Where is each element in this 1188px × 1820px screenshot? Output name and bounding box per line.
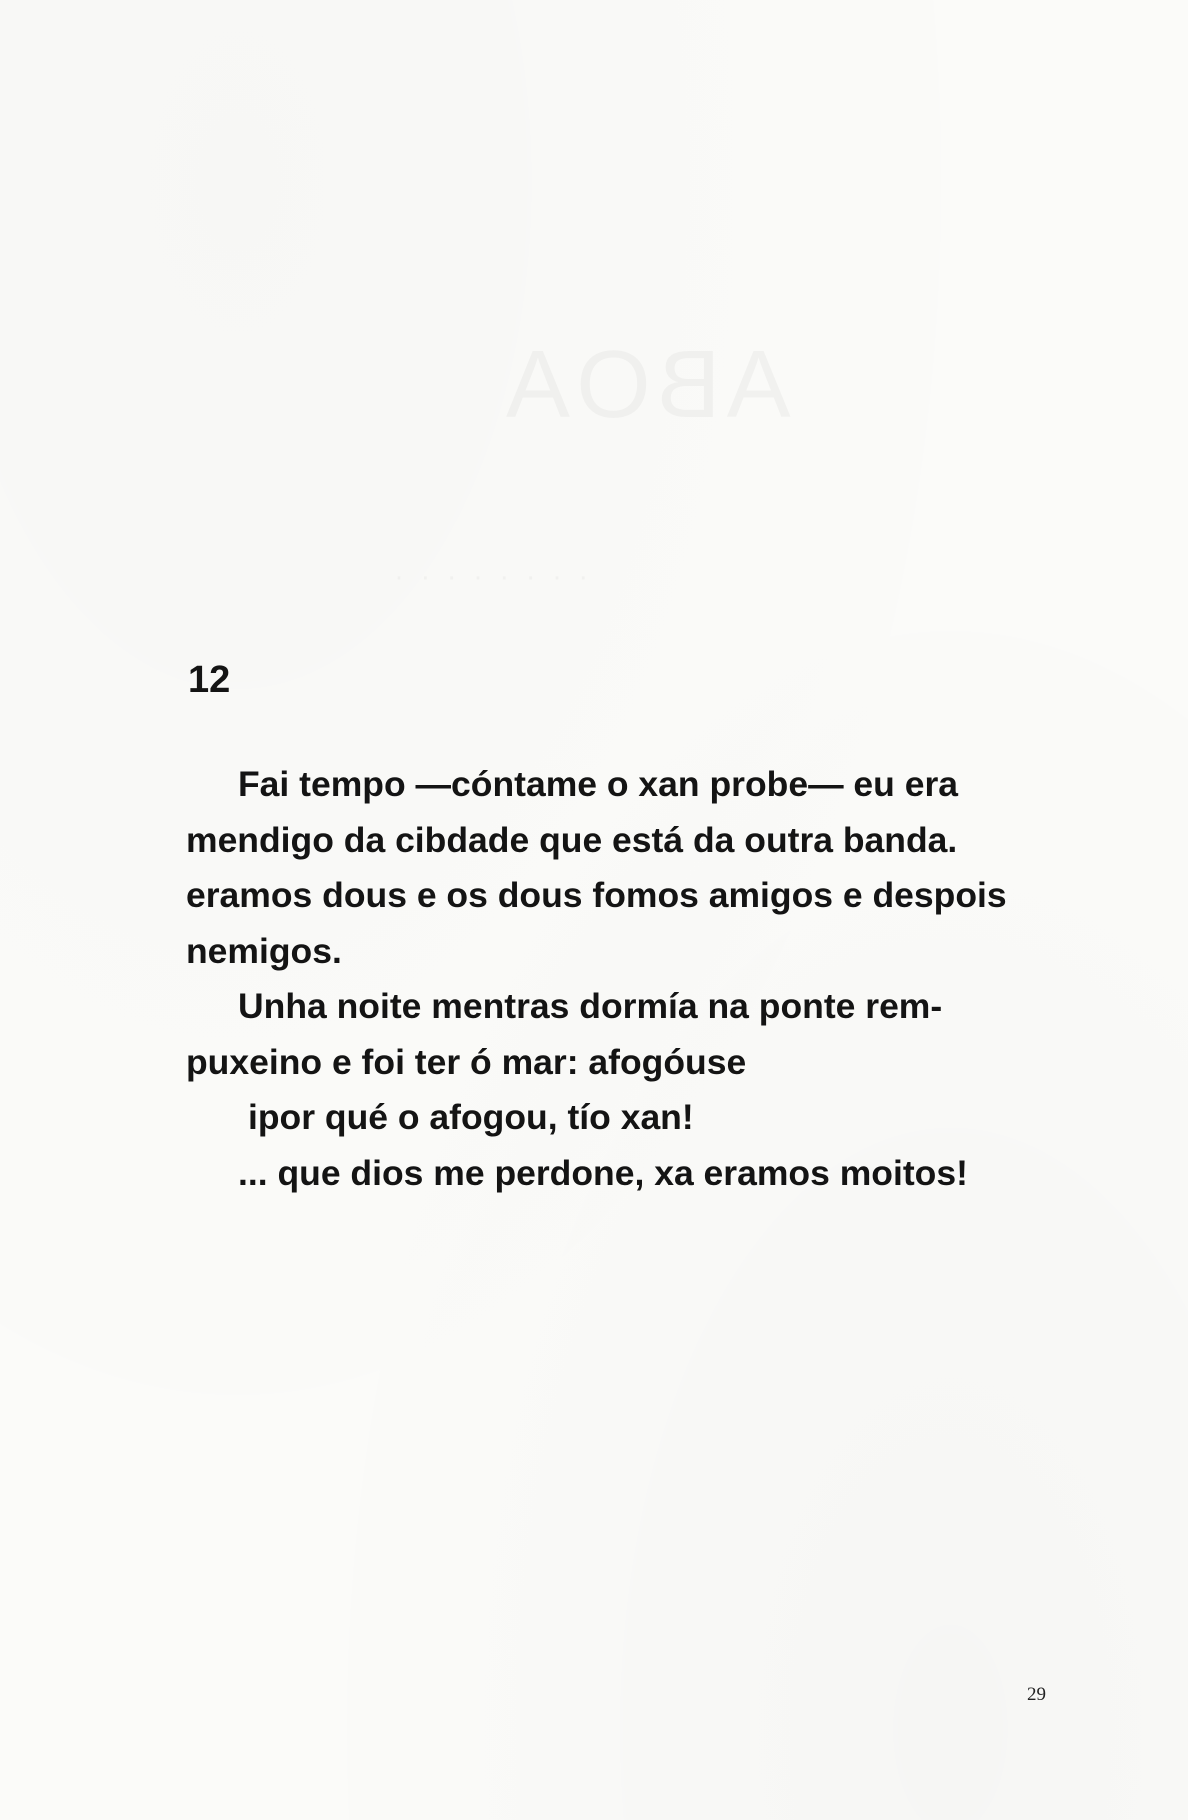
chapter-number: 12	[188, 659, 231, 701]
text-line: eramos dous e os dous fomos amigos e despois	[186, 875, 1007, 915]
body-text	[186, 757, 1056, 1201]
text-line: ... que dios me perdone, xa eramos moitos!	[238, 1152, 968, 1193]
text-line: Unha noite mentras dormía na ponte rem-	[238, 986, 943, 1026]
text-line: puxeino e foi ter ó mar: afogóuse	[186, 1041, 747, 1082]
text-line: nemigos.	[186, 930, 342, 971]
text-line: Fai tempo —cóntame o xan probe— eu era	[238, 764, 959, 804]
text-line: ipor qué o afogou, tío xan!	[248, 1097, 694, 1137]
page-number: 29	[1027, 1684, 1046, 1705]
text-line: mendigo da cibdade que está da outra banda.	[186, 819, 958, 860]
show-through-mark-secondary	[390, 560, 588, 594]
show-through-mark	[500, 330, 791, 440]
